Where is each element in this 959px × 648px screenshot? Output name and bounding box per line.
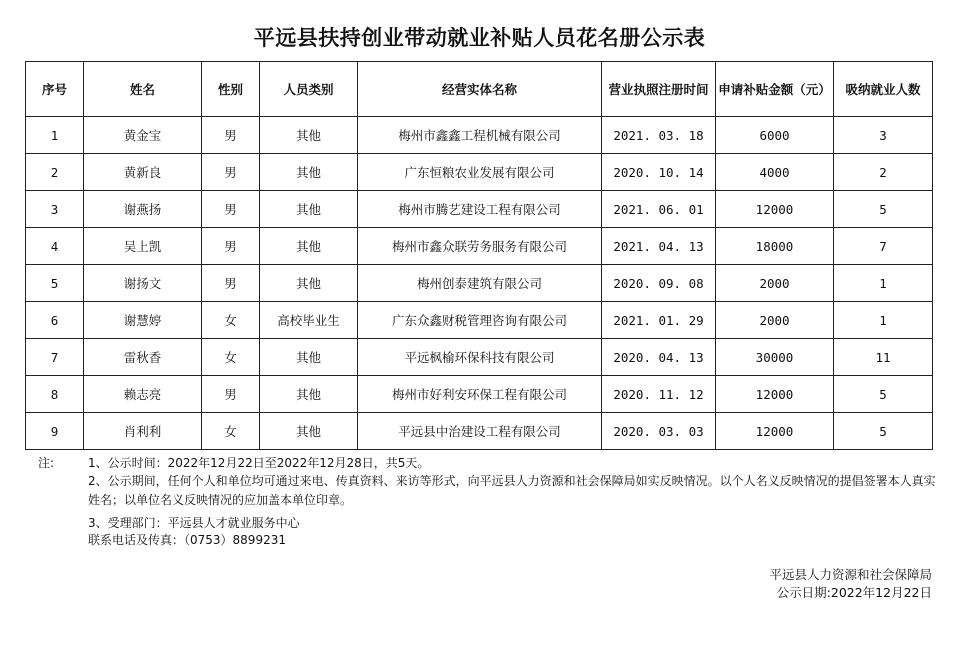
- table-header-row: [26, 62, 933, 117]
- note-contact: 联系电话及传真：（0753）8899231: [88, 533, 286, 547]
- cell-reg-date: 2020. 04. 13: [602, 339, 716, 376]
- cell-gender: 男: [202, 265, 260, 302]
- cell-name: 赖志亮: [84, 376, 202, 413]
- cell-index: 6: [26, 302, 84, 339]
- cell-name: 肖利利: [84, 413, 202, 450]
- cell-category: 其他: [260, 228, 358, 265]
- cell-category: 高校毕业生: [260, 302, 358, 339]
- header-entity: 经营实体名称: [358, 62, 602, 117]
- header-gender: 性别: [202, 62, 260, 117]
- cell-entity: 梅州市鑫众联劳务服务有限公司: [358, 228, 602, 265]
- cell-amount: 12000: [716, 413, 834, 450]
- table-row: [26, 339, 933, 376]
- table-row: [26, 302, 933, 339]
- cell-name: 黄金宝: [84, 117, 202, 154]
- cell-gender: 男: [202, 117, 260, 154]
- cell-amount: 2000: [716, 302, 834, 339]
- note-department: 3、受理部门：平远县人才就业服务中心: [88, 516, 300, 530]
- cell-index: 2: [26, 154, 84, 191]
- cell-amount: 2000: [716, 265, 834, 302]
- cell-category: 其他: [260, 413, 358, 450]
- cell-employees: 5: [834, 413, 933, 450]
- cell-category: 其他: [260, 154, 358, 191]
- cell-reg-date: 2021. 01. 29: [602, 302, 716, 339]
- note-publicity-period: 1、公示时间：2022年12月22日至2022年12月28日，共5天。: [88, 456, 430, 470]
- cell-gender: 男: [202, 154, 260, 191]
- notes-label: 注:: [38, 456, 55, 470]
- table-row: [26, 191, 933, 228]
- cell-reg-date: 2021. 03. 18: [602, 117, 716, 154]
- cell-gender: 女: [202, 302, 260, 339]
- cell-employees: 3: [834, 117, 933, 154]
- signature-date: 公示日期:2022年12月22日: [776, 585, 932, 600]
- cell-index: 1: [26, 117, 84, 154]
- cell-category: 其他: [260, 191, 358, 228]
- note-feedback: 2、公示期间，任何个人和单位均可通过来电、传真资料、来访等形式，向平远县人力资源和社会保障局如实反映情况。以个人名义反映情况的提倡签署本人真实姓名；以单位名义反映情况的应加盖本单位印章。: [88, 474, 936, 507]
- cell-gender: 女: [202, 339, 260, 376]
- cell-amount: 18000: [716, 228, 834, 265]
- cell-entity: 广东众鑫财税管理咨询有限公司: [358, 302, 602, 339]
- header-amount: 申请补贴金额（元）: [716, 62, 834, 117]
- cell-name: 谢慧婷: [84, 302, 202, 339]
- cell-index: 8: [26, 376, 84, 413]
- cell-name: 吴上凯: [84, 228, 202, 265]
- cell-gender: 男: [202, 376, 260, 413]
- cell-reg-date: 2020. 10. 14: [602, 154, 716, 191]
- header-category: 人员类别: [260, 62, 358, 117]
- cell-reg-date: 2021. 06. 01: [602, 191, 716, 228]
- cell-amount: 4000: [716, 154, 834, 191]
- roster-table: [25, 61, 933, 450]
- table-row: [26, 117, 933, 154]
- header-reg-date: 营业执照注册时间: [602, 62, 716, 117]
- cell-reg-date: 2020. 09. 08: [602, 265, 716, 302]
- cell-amount: 12000: [716, 191, 834, 228]
- table-row: [26, 154, 933, 191]
- cell-name: 谢燕扬: [84, 191, 202, 228]
- signature-block: [769, 566, 932, 602]
- header-employees: 吸纳就业人数: [834, 62, 933, 117]
- cell-employees: 11: [834, 339, 933, 376]
- cell-category: 其他: [260, 376, 358, 413]
- cell-employees: 7: [834, 228, 933, 265]
- cell-category: 其他: [260, 117, 358, 154]
- cell-name: 黄新良: [84, 154, 202, 191]
- header-index: 序号: [26, 62, 84, 117]
- cell-index: 7: [26, 339, 84, 376]
- cell-reg-date: 2021. 04. 13: [602, 228, 716, 265]
- cell-index: 9: [26, 413, 84, 450]
- cell-entity: 梅州创泰建筑有限公司: [358, 265, 602, 302]
- cell-reg-date: 2020. 03. 03: [602, 413, 716, 450]
- cell-employees: 5: [834, 376, 933, 413]
- table-row: [26, 265, 933, 302]
- cell-category: 其他: [260, 339, 358, 376]
- cell-name: 雷秋香: [84, 339, 202, 376]
- cell-entity: 梅州市腾艺建设工程有限公司: [358, 191, 602, 228]
- cell-amount: 6000: [716, 117, 834, 154]
- cell-employees: 1: [834, 265, 933, 302]
- cell-reg-date: 2020. 11. 12: [602, 376, 716, 413]
- cell-gender: 男: [202, 191, 260, 228]
- cell-index: 5: [26, 265, 84, 302]
- cell-employees: 1: [834, 302, 933, 339]
- cell-amount: 12000: [716, 376, 834, 413]
- header-name: 姓名: [84, 62, 202, 117]
- table-row: [26, 228, 933, 265]
- signature-org: 平远县人力资源和社会保障局: [769, 567, 932, 582]
- cell-name: 谢扬文: [84, 265, 202, 302]
- cell-category: 其他: [260, 265, 358, 302]
- cell-entity: 梅州市鑫鑫工程机械有限公司: [358, 117, 602, 154]
- cell-entity: 平远枫榆环保科技有限公司: [358, 339, 602, 376]
- cell-amount: 30000: [716, 339, 834, 376]
- cell-index: 4: [26, 228, 84, 265]
- cell-index: 3: [26, 191, 84, 228]
- cell-employees: 5: [834, 191, 933, 228]
- table-row: [26, 413, 933, 450]
- cell-gender: 男: [202, 228, 260, 265]
- cell-employees: 2: [834, 154, 933, 191]
- cell-gender: 女: [202, 413, 260, 450]
- cell-entity: 梅州市好利安环保工程有限公司: [358, 376, 602, 413]
- table-row: [26, 376, 933, 413]
- document-title: 平远县扶持创业带动就业补贴人员花名册公示表: [253, 25, 706, 50]
- cell-entity: 广东恒粮农业发展有限公司: [358, 154, 602, 191]
- cell-entity: 平远县中治建设工程有限公司: [358, 413, 602, 450]
